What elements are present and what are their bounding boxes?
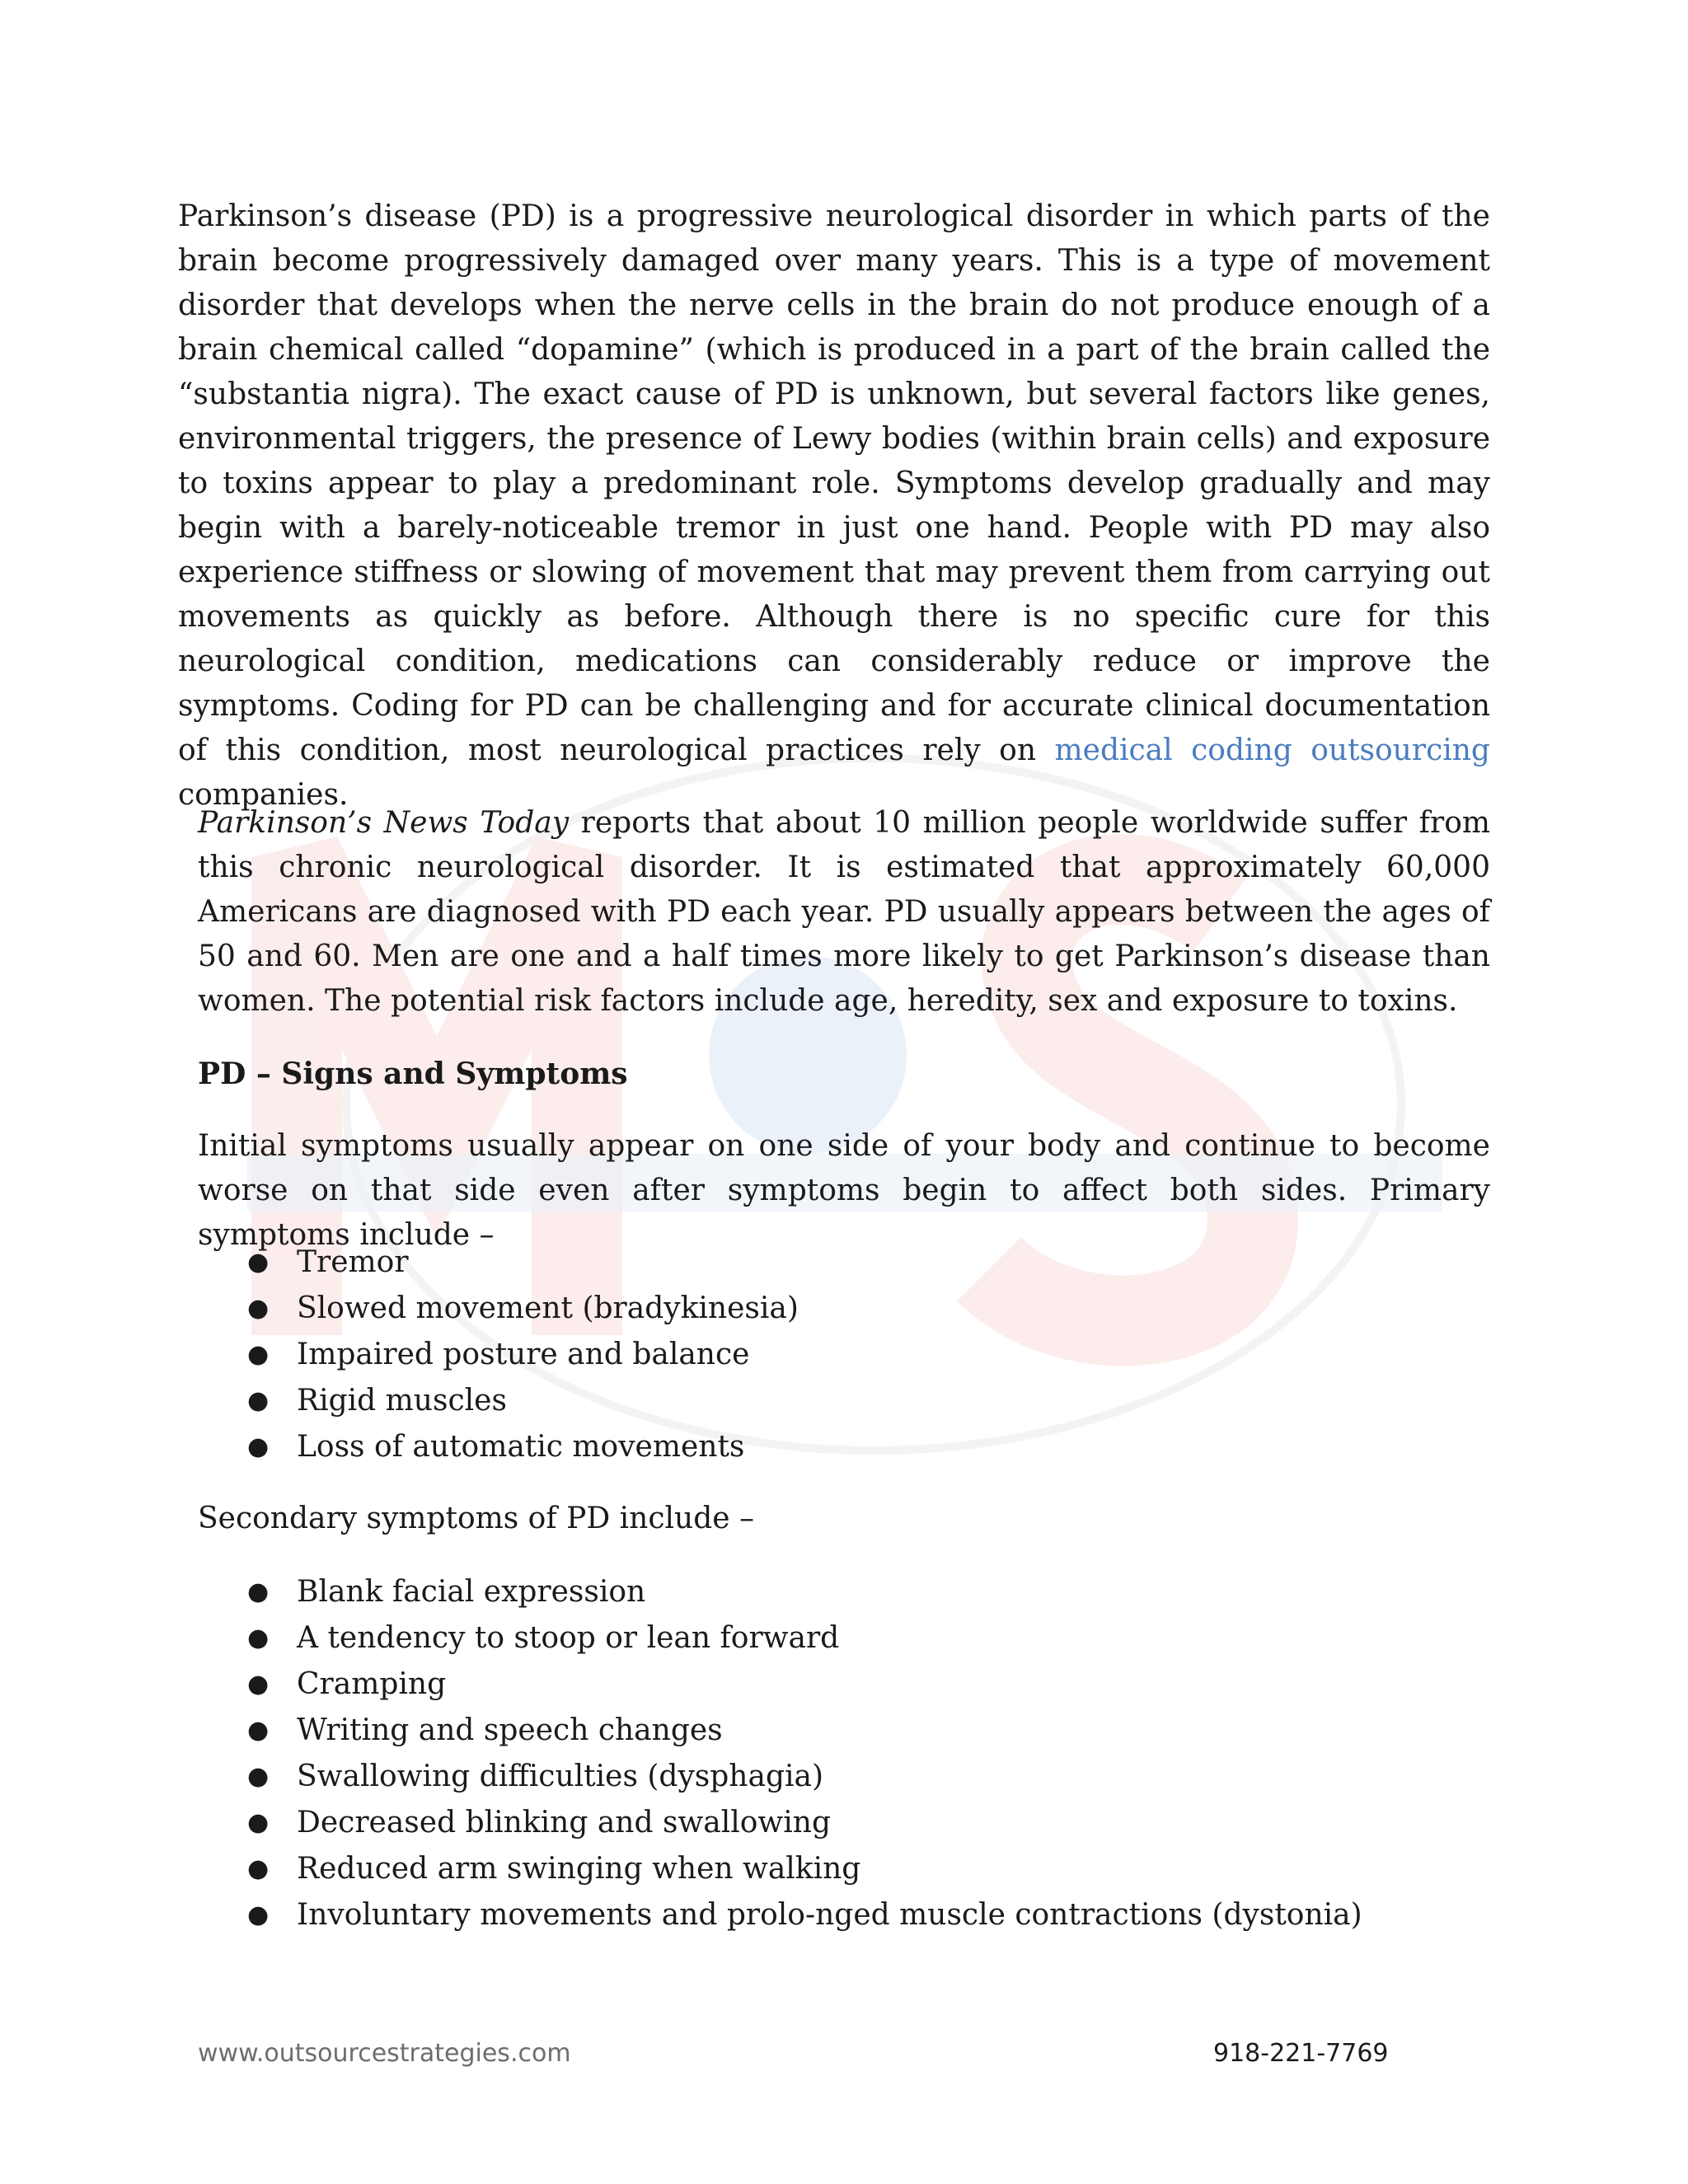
list-item: ● Cramping xyxy=(247,1661,1362,1708)
intro-text-end: companies. xyxy=(178,778,349,812)
source-name: Parkinson’s News Today xyxy=(198,806,570,840)
list-item: ● Reduced arm swinging when walking xyxy=(247,1846,1362,1892)
secondary-symptoms-intro: Secondary symptoms of PD include – xyxy=(198,1502,754,1535)
secondary-symptoms-list xyxy=(247,1569,1362,1938)
primary-symptoms-list xyxy=(247,1240,799,1470)
list-item: ● Swallowing difficulties (dysphagia) xyxy=(247,1754,1362,1800)
bullet-icon: ● xyxy=(247,1248,270,1277)
list-item: ● Slowed movement (bradykinesia) xyxy=(247,1286,799,1332)
statistics-paragraph xyxy=(198,801,1490,1024)
primary-symptoms-intro: Initial symptoms usually appear on one side of your body and continue to become worse on that side even after symptoms begin to affect both sides. Primary symptoms include – xyxy=(198,1129,1490,1252)
list-item: ● A tendency to stoop or lean forward xyxy=(247,1615,1362,1661)
footer-website: www.outsourcestrategies.com xyxy=(198,2039,571,2068)
list-item: ● Involuntary movements and prolo-nged muscle contractions (dystonia) xyxy=(247,1892,1362,1938)
bullet-icon: ● xyxy=(247,1386,270,1415)
list-item: ● Tremor xyxy=(247,1240,799,1286)
bullet-icon: ● xyxy=(247,1577,270,1606)
list-item: ● Impaired posture and balance xyxy=(247,1332,799,1378)
intro-paragraph xyxy=(178,194,1490,818)
bullet-icon: ● xyxy=(247,1762,270,1791)
bullet-icon: ● xyxy=(247,1432,270,1461)
bullet-icon: ● xyxy=(247,1340,270,1369)
section-heading: PD – Signs and Symptoms xyxy=(198,1057,628,1091)
list-item: ● Writing and speech changes xyxy=(247,1708,1362,1754)
list-item: ● Loss of automatic movements xyxy=(247,1424,799,1470)
statistics-text: reports that about 10 million people worldwide suffer from this chronic neurological disorder. It is estimated that approximately 60,000 Americans are diagnosed with PD each year. PD usually appears between the ages of 50 and 60. Men are one and a half times more likely to get Parkinson’s disease than women. The potential risk factors include age, heredity, sex and exposure to toxins. xyxy=(198,806,1491,1018)
bullet-icon: ● xyxy=(247,1716,270,1745)
bullet-icon: ● xyxy=(247,1808,270,1837)
bullet-icon: ● xyxy=(247,1900,270,1929)
list-item: ● Rigid muscles xyxy=(247,1378,799,1424)
footer-phone: 918-221-7769 xyxy=(1213,2039,1389,2068)
list-item: ● Decreased blinking and swallowing xyxy=(247,1800,1362,1846)
bullet-icon: ● xyxy=(247,1670,270,1699)
bullet-icon: ● xyxy=(247,1294,270,1323)
medical-coding-outsourcing-link[interactable]: medical coding outsourcing xyxy=(1054,733,1490,767)
bullet-icon: ● xyxy=(247,1854,270,1883)
list-item: ● Blank facial expression xyxy=(247,1569,1362,1615)
intro-text: Parkinson’s disease (PD) is a progressive neurological disorder in which parts of the brain become progressively damaged over many years. This is a type of movement disorder that develops when the nerve cells in the brain do not produce enough of a brain chemical called “dopamine” (which is produced in a part of the brain called the “substantia nigra). The exact cause of PD is unknown, but several factors like genes, environmental triggers, the presence of Lewy bodies (within brain cells) and exposure to toxins appear to play a predominant role. Symptoms develop gradually and may begin with a barely-noticeable tremor in just one hand. People with PD may also experience stiffness or slowing of movement that may prevent them from carrying out movements as quickly as before. Although there is no specific cure for this neurological condition, medications can considerably reduce or improve the symptoms. Coding for PD can be challenging and for accurate clinical documentation of this condition, most neurological practices rely on xyxy=(178,199,1490,767)
bullet-icon: ● xyxy=(247,1624,270,1652)
